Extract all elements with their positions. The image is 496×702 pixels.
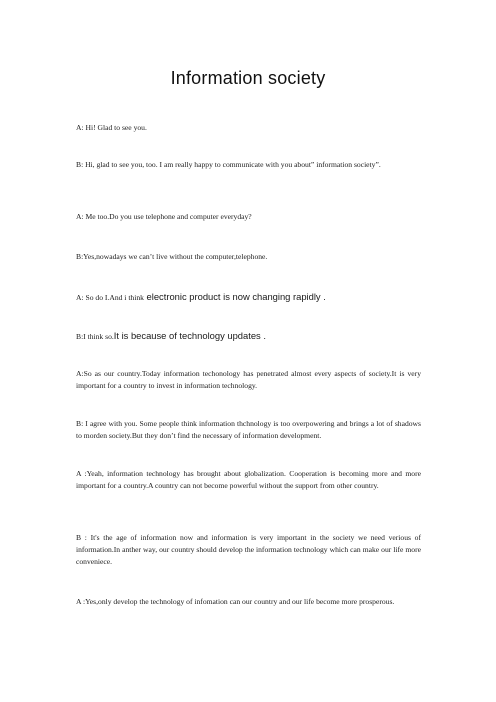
dialogue-line-7: A:So as our country.Today information techonology has penetrated almost every aspects of society.It is very important for a country to invest in information technology. xyxy=(76,369,421,390)
dialogue-line-4: B:Yes,nowadays we can’t live without the computer,telephone. xyxy=(76,252,268,261)
dialogue-line-2: B: Hi, glad to see you, too. I am really happy to communicate with you about” information society”. xyxy=(76,160,381,169)
dialogue-line-1: A: Hi! Glad to see you. xyxy=(76,123,147,132)
dialogue-line-3: A: Me too.Do you use telephone and computer everyday? xyxy=(76,212,252,221)
dialogue-line-5 xyxy=(76,291,421,304)
line-5-prefix: A: So do I.And i think xyxy=(76,293,144,302)
line-6-emphasis: It is because of technology updates . xyxy=(113,330,266,341)
dialogue-line-10: B : It's the age of information now and information is very important in the society we need verious of information.In anther way, our country should develop the information technology which can make our life more conveniece. xyxy=(76,533,421,566)
line-6-prefix: B:I think so. xyxy=(76,332,114,341)
dialogue-line-9: A :Yeah, information technology has brought about globalization. Cooperation is becoming more and more important for a country.A country can not become powerful without the support from other country. xyxy=(76,469,421,490)
page-title: Information society xyxy=(170,68,326,88)
dialogue-line-6 xyxy=(76,330,421,343)
line-5-emphasis: electronic product is now changing rapidly . xyxy=(143,291,326,302)
dialogue-line-11: A :Yes,only develop the technology of infomation can our country and our life become more prosperous. xyxy=(76,597,395,606)
dialogue-line-8: B: I agree with you. Some people think information thchnology is too overpowering and brings a lot of shadows to morden society.But they don’t find the necessary of information development. xyxy=(76,419,421,440)
